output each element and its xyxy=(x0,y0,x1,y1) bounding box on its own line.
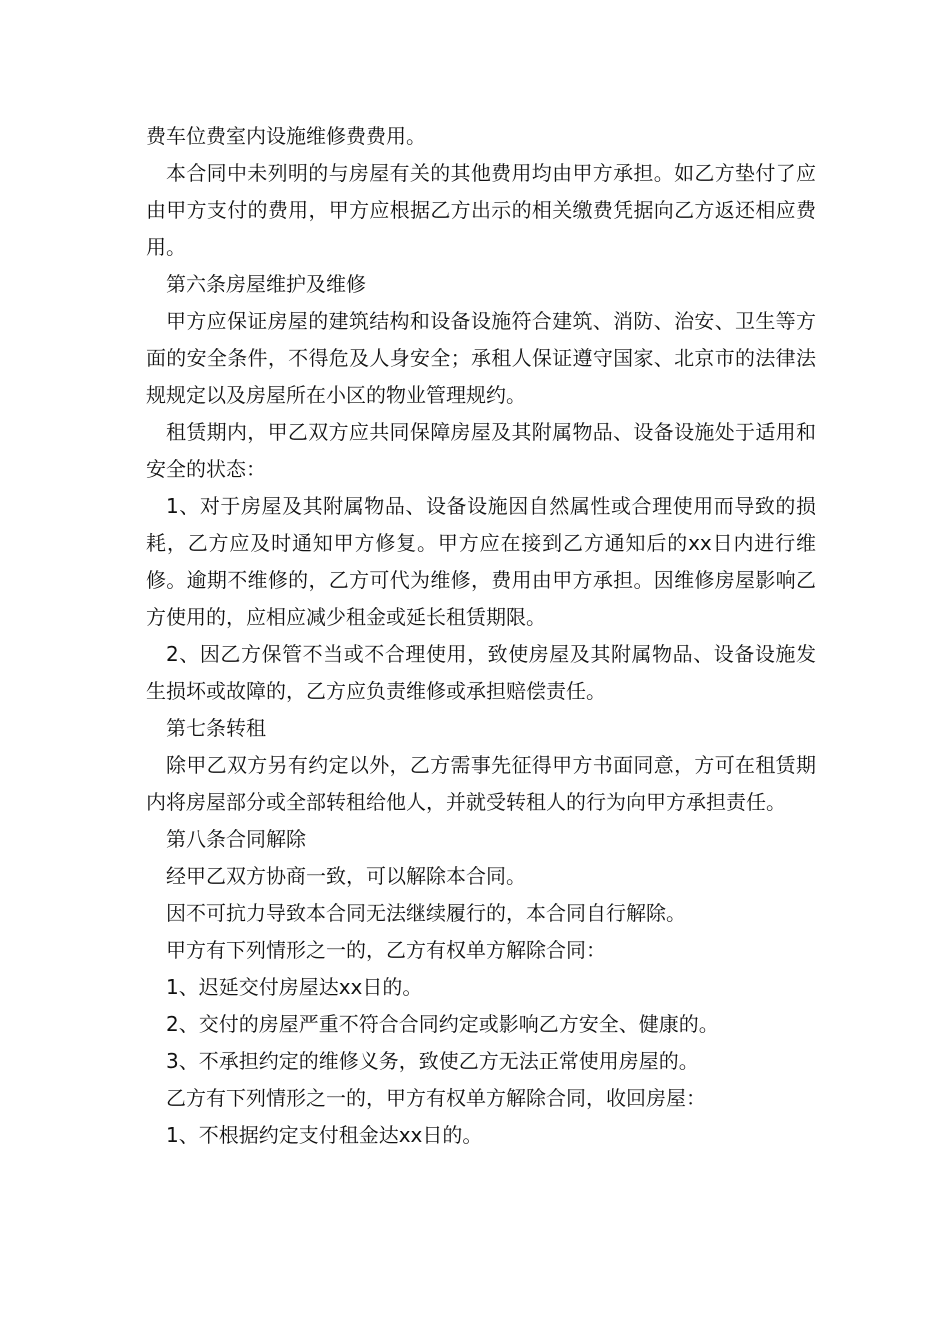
paragraph-sublease: 除甲乙双方另有约定以外，乙方需事先征得甲方书面同意，方可在租赁期内将房屋部分或全部转租给他人，并就受转租人的行为向甲方承担责任。 xyxy=(146,753,816,814)
list-item-repair-1: 1、对于房屋及其附属物品、设备设施因自然属性或合理使用而导致的损耗，乙方应及时通知甲方修复。甲方应在接到乙方通知后的xx日内进行维修。逾期不维修的，乙方可代为维修，费用由甲方承担。因维修房屋影响乙方使用的，应相应减少租金或延长租赁期限。 xyxy=(146,494,816,629)
paragraph-mutual-termination: 经甲乙双方协商一致，可以解除本合同。 xyxy=(166,864,526,888)
paragraph-lessee-breach-intro: 乙方有下列情形之一的，甲方有权单方解除合同，收回房屋： xyxy=(166,1086,706,1110)
list-item-repair-2: 2、因乙方保管不当或不合理使用，致使房屋及其附属物品、设备设施发生损坏或故障的，乙方应负责维修或承担赔偿责任。 xyxy=(146,642,816,703)
list-item-lessor-3: 3、不承担约定的维修义务，致使乙方无法正常使用房屋的。 xyxy=(166,1049,699,1073)
paragraph-lessor-breach-intro: 甲方有下列情形之一的，乙方有权单方解除合同： xyxy=(166,938,606,962)
list-item-lessee-1: 1、不根据约定支付租金达xx日的。 xyxy=(166,1123,483,1147)
paragraph-force-majeure: 因不可抗力导致本合同无法继续履行的，本合同自行解除。 xyxy=(166,901,686,925)
paragraph-safety-conditions: 甲方应保证房屋的建筑结构和设备设施符合建筑、消防、治安、卫生等方面的安全条件，不得危及人身安全；承租人保证遵守国家、北京市的法律法规规定以及房屋所在小区的物业管理规约。 xyxy=(146,309,816,407)
document-body xyxy=(146,118,816,1154)
article-7-heading: 第七条转租 xyxy=(166,716,266,740)
paragraph-fee-tail: 费车位费室内设施维修费费用。 xyxy=(146,124,426,148)
list-item-lessor-2: 2、交付的房屋严重不符合合同约定或影响乙方安全、健康的。 xyxy=(166,1012,719,1036)
paragraph-other-fees: 本合同中未列明的与房屋有关的其他费用均由甲方承担。如乙方垫付了应由甲方支付的费用，甲方应根据乙方出示的相关缴费凭据向乙方返还相应费用。 xyxy=(146,161,816,259)
list-item-lessor-1: 1、迟延交付房屋达xx日的。 xyxy=(166,975,423,999)
article-8-heading: 第八条合同解除 xyxy=(166,827,306,851)
article-6-heading: 第六条房屋维护及维修 xyxy=(166,272,366,296)
paragraph-joint-maintenance: 租赁期内，甲乙双方应共同保障房屋及其附属物品、设备设施处于适用和安全的状态： xyxy=(146,420,816,481)
